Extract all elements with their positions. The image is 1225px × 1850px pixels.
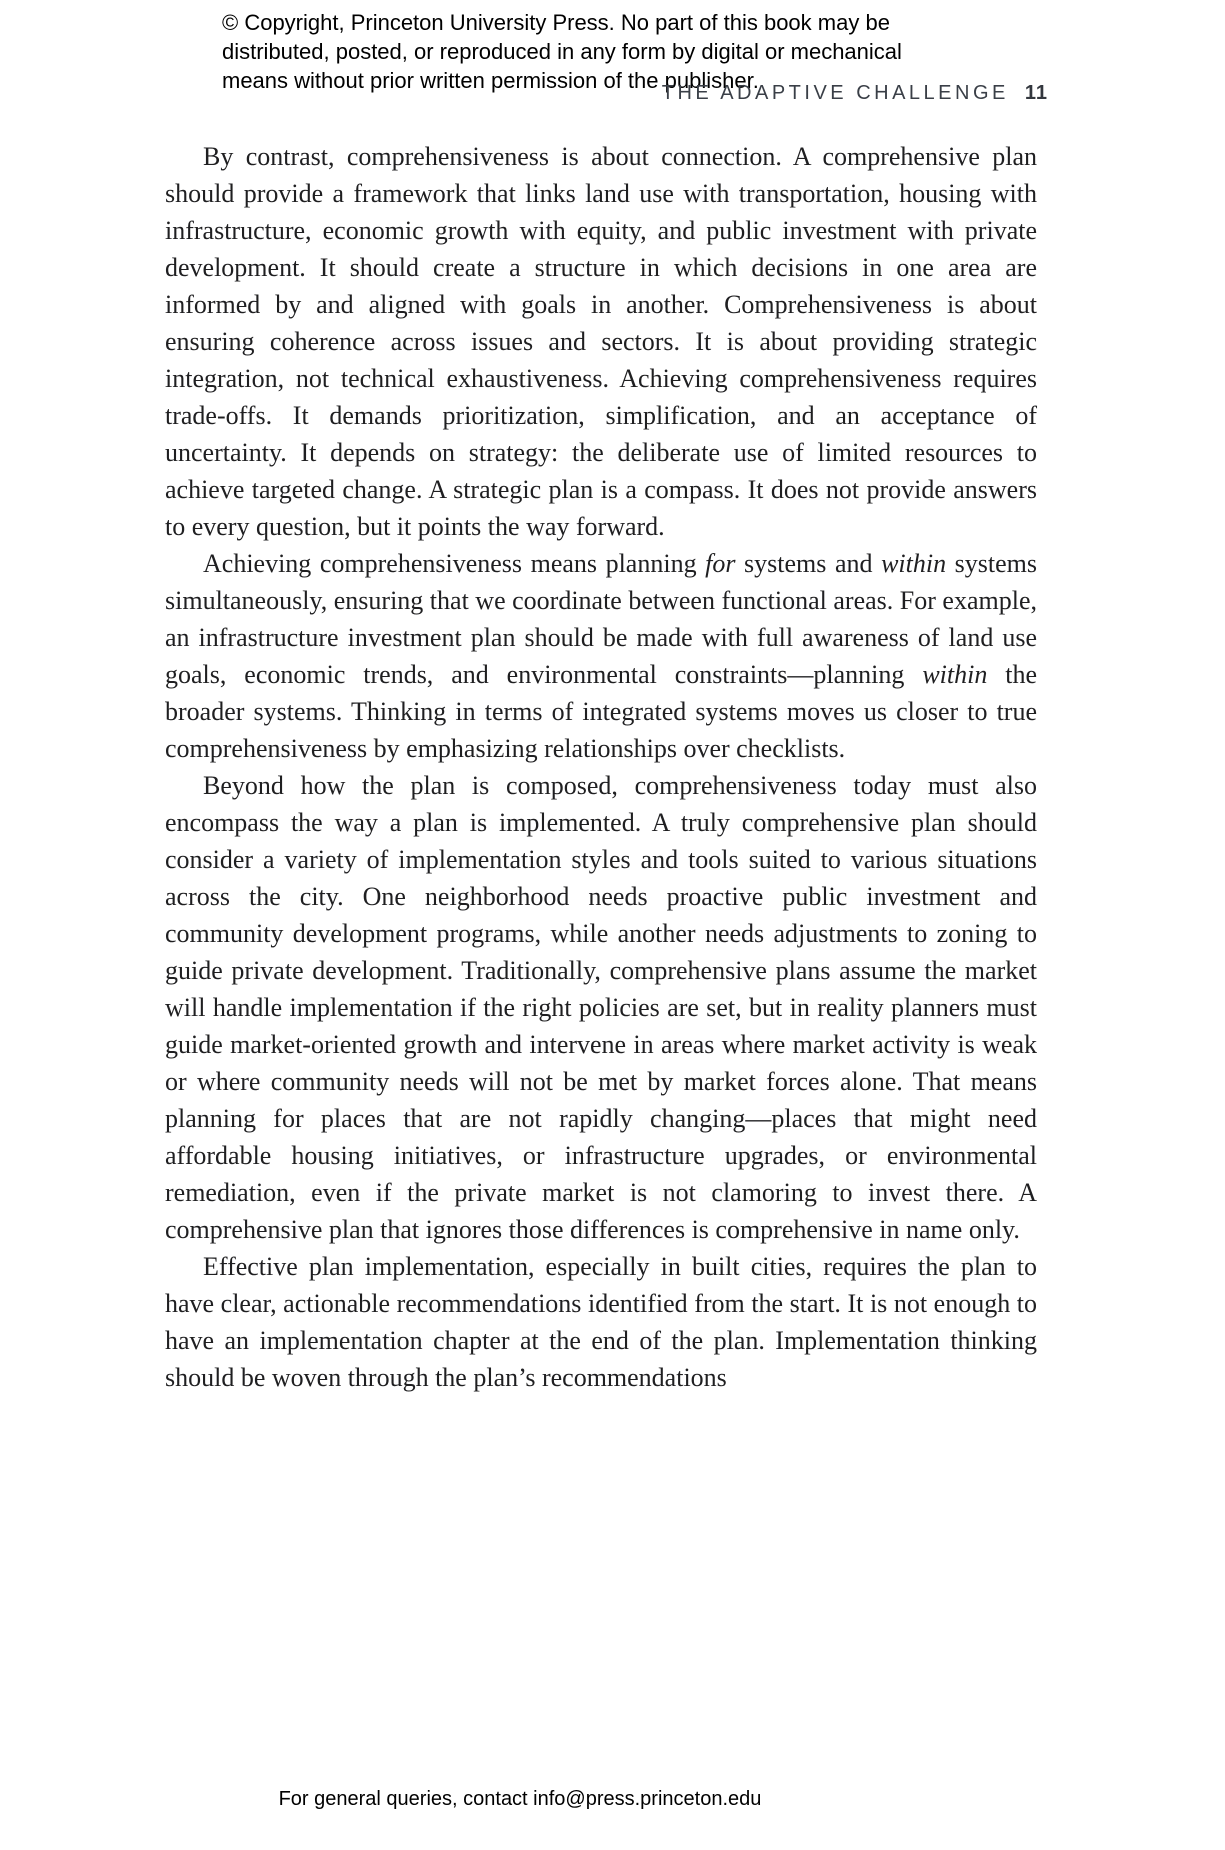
chapter-title: THE ADAPTIVE CHALLENGE — [661, 82, 1009, 104]
paragraph — [165, 1248, 1037, 1396]
body-run: systems and — [735, 549, 882, 578]
footer-queries-note: For general queries, contact info@press.princeton.edu — [278, 1788, 762, 1810]
body-run: the broader systems. Thinking in terms of integrated systems moves us closer to true comprehensiveness by emphasizing relationships over checklists. — [165, 660, 1038, 763]
copyright-line: © Copyright, Princeton University Press. No part of this book may be — [222, 10, 890, 35]
running-header — [662, 82, 1048, 105]
body-run: systems simultaneously, ensuring that we coordinate between functional areas. For example, an infrastructure investment plan should be made with full awareness of land use goals, economic trends, and environmental constraints—planning — [165, 549, 1038, 689]
page-number: 11 — [1024, 82, 1048, 104]
body-text — [165, 138, 1037, 1396]
italic-text: within — [922, 660, 988, 689]
paragraph — [165, 767, 1037, 1248]
paragraph — [165, 545, 1037, 767]
italic-text: for — [705, 549, 736, 578]
italic-text: within — [881, 549, 947, 578]
body-run: Beyond how the plan is composed, comprehensiveness today must also encompass the way a plan is implemented. A truly comprehensive plan should consider a variety of implementation styles and tools suited to various situations across the city. One neighborhood needs proactive public investment and community development programs, while another needs adjustments to zoning to guide private development. Traditionally, comprehensive plans assume the market will handle implementation if the right policies are set, but in reality planners must guide market-oriented growth and intervene in areas where market activity is weak or where community needs will not be met by market forces alone. That means planning for places that are not rapidly changing—places that might need affordable housing initiatives, or infrastructure upgrades, or environmental remediation, even if the private market is not clamoring to invest there. A comprehensive plan that ignores those differences is comprehensive in name only. — [165, 771, 1037, 1244]
copyright-line: means without prior written permission of the publisher. — [222, 68, 759, 93]
paragraph — [165, 138, 1037, 545]
body-run: Achieving comprehensiveness means planning — [203, 549, 706, 578]
body-run: By contrast, comprehensiveness is about connection. A comprehensive plan should provide a framework that links land use with transportation, housing with infrastructure, economic growth with equity, and public investment with private development. It should create a structure in which decisions in one area are informed by and aligned with goals in another. Comprehensiveness is about ensuring coherence across issues and sectors. It is about providing strategic integration, not technical exhaustiveness. Achieving comprehensiveness requires trade-offs. It demands prioritization, simplification, and an acceptance of uncertainty. It depends on strategy: the deliberate use of limited resources to achieve targeted change. A strategic plan is a compass. It does not provide answers to every question, but it points the way forward. — [165, 142, 1037, 541]
body-run: Effective plan implementation, especially in built cities, requires the plan to have clear, actionable recommendations identified from the start. It is not enough to have an implementation chapter at the end of the plan. Implementation thinking should be woven through the plan’s recommendations — [165, 1252, 1037, 1392]
copyright-line: distributed, posted, or reproduced in any form by digital or mechanical — [222, 39, 902, 64]
